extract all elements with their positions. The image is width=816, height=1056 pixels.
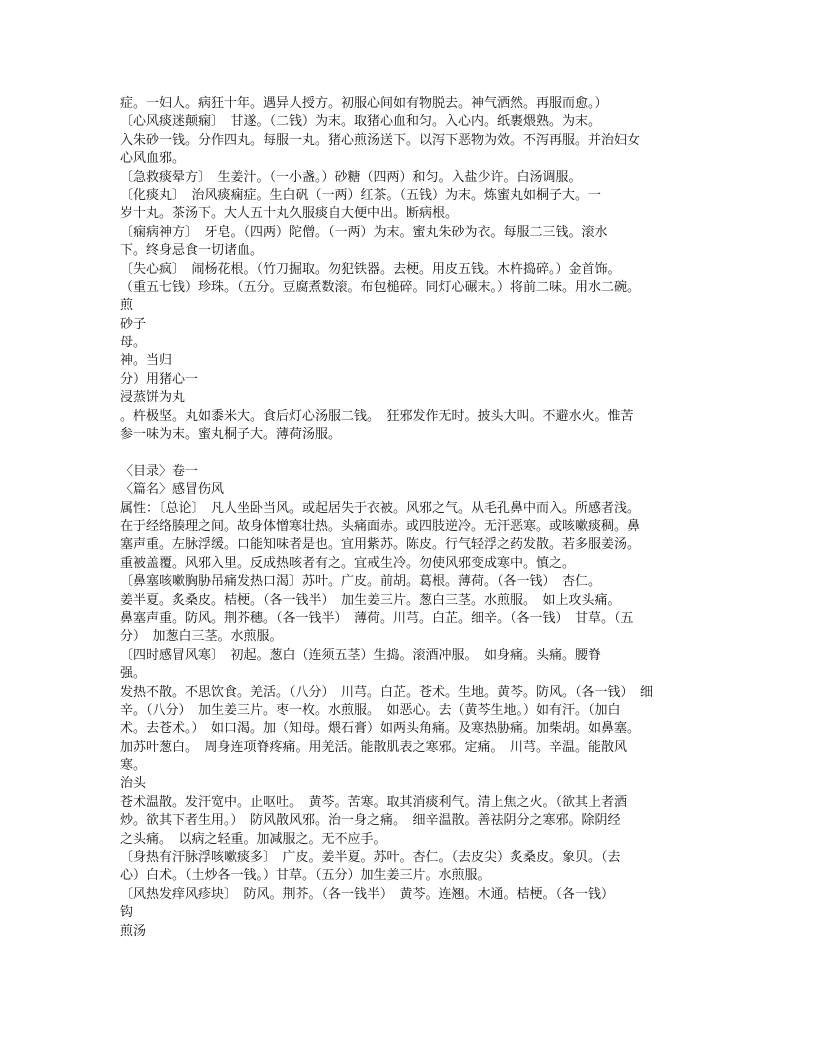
- text-line: 心）白术。（土炒各一钱。）甘草。（五分）加生姜三片。水煎服。: [120, 868, 491, 884]
- section-title: 〈篇名〉感冒伤风: [120, 482, 225, 498]
- text-line: 。杵极坚。丸如黍米大。食后灯心汤服二钱。 狂邪发作无时。披头大叫。不避水火。惟苦: [120, 408, 634, 424]
- text-line: 钩: [120, 905, 134, 921]
- text-line: 〔鼻塞咳嗽胸胁吊痛发热口渴〕苏叶。广皮。前胡。葛根。薄荷。（各一钱） 杏仁。: [120, 574, 602, 590]
- text-line: 之头痛。 以病之轻重。加减服之。无不应手。: [120, 831, 387, 847]
- text-line: 〔痫病神方〕 牙皂。（四两）陀僧。（一两）为末。蜜丸朱砂为衣。每服二三钱。滚水: [120, 224, 608, 240]
- text-line: 发热不散。不思饮食。羌活。（八分） 川芎。白芷。苍术。生地。黄芩。防风。（各一钱） 细: [120, 684, 654, 700]
- text-line: 强。: [120, 666, 147, 682]
- text-line: 术。去苍术。） 如口渴。加（知母。煨石膏）如两头角痛。及寒热胁痛。加柴胡。如鼻塞。: [120, 721, 641, 737]
- text-line: 炒。欲其下者生用。） 防风散风邪。治一身之痛。 细辛温散。善祛阴分之寒邪。除阴经: [120, 813, 621, 829]
- text-line: 塞声重。左脉浮缓。口能知味者是也。宜用紫苏。陈皮。行气轻浮之药发散。若多服姜汤。: [120, 537, 641, 553]
- text-line: 分）用猪心一: [120, 371, 199, 387]
- text-line: 下。终身忌食一切诸血。: [120, 243, 264, 259]
- text-line: 神。当归: [120, 353, 173, 369]
- text-line: 鼻塞声重。防风。荆芥穗。（各一钱半） 薄荷。川芎。白芷。细辛。（各一钱） 甘草。（五: [120, 610, 634, 626]
- text-line: [120, 941, 702, 959]
- text-line: 重被盖覆。风邪入里。反成热咳者有之。宜戒生冷。勿使风邪变成寒中。慎之。: [120, 555, 576, 571]
- text-line: 入朱砂一钱。分作四丸。每服一丸。猪心煎汤送下。以泻下恶物为效。不泻再服。并治妇女: [120, 132, 641, 148]
- text-line: 母。: [120, 335, 147, 351]
- text-line: 煎: [120, 298, 134, 314]
- text-line: 分） 加葱白三茎。水煎服。: [120, 629, 283, 645]
- text-line: 〔化痰丸〕 治风痰痫症。生白矾（一两）红茶。（五钱）为末。炼蜜丸如桐子大。一: [120, 187, 602, 203]
- text-line: 〔风热发痒风疹块〕 防风。荆芥。（各一钱半） 黄芩。连翘。木通。桔梗。（各一钱）: [120, 886, 615, 902]
- text-line: 寒。: [120, 758, 147, 774]
- text-line: 参一味为末。蜜丸桐子大。薄荷汤服。: [120, 427, 342, 443]
- toc-heading: 〈目录〉卷一: [120, 463, 199, 479]
- document-page: [120, 95, 702, 959]
- text-line: 煎汤: [120, 923, 147, 939]
- text-line: 砂子: [120, 316, 147, 332]
- text-line: 〔失心疯〕 闹杨花根。（竹刀掘取。勿犯铁器。去梗。用皮五钱。木杵捣碎。）金首饰。: [120, 261, 621, 277]
- text-line: 〔急救痰晕方〕 生姜汁。（一小盏。）砂糖（四两）和匀。入盐少许。白汤调服。: [120, 169, 582, 185]
- blank-line: [120, 444, 702, 462]
- text-line: 姜半夏。炙桑皮。桔梗。（各一钱半） 加生姜三片。葱白三茎。水煎服。 如上攻头痛。: [120, 592, 621, 608]
- text-line: （重五七钱）珍珠。（五分。豆腐煮数滚。布包槌碎。同灯心碾末。）将前二味。用水二碗。: [120, 279, 641, 295]
- text-line: 苍术温散。发汗宽中。止呕吐。 黄芩。苦寒。取其消痰利气。清上焦之火。（欲其上者酒: [120, 794, 628, 810]
- text-line: 治头: [120, 776, 147, 792]
- text-line: 〔四时感冒风寒〕 初起。葱白（连须五茎）生捣。滚酒冲服。 如身痛。头痛。腰脊: [120, 647, 602, 663]
- text-line: 在于经络腠理之间。故身体憎寒壮热。头痛面赤。或四肢逆冷。无汗恶寒。或咳嗽痰稠。鼻: [120, 518, 641, 534]
- text-line: 加苏叶葱白。 周身连项脊疼痛。用羌活。能散肌表之寒邪。定痛。 川芎。辛温。能散风: [120, 739, 628, 755]
- text-line: 症。一妇人。病狂十年。遇异人授方。初服心间如有物脱去。神气洒然。再服而愈。）: [120, 96, 608, 111]
- text-line: 属性：〔总论〕 凡人坐卧当风。或起居失于衣被。风邪之气。从毛孔鼻中而入。所感者浅。: [120, 500, 641, 516]
- text-line: 心风血邪。: [120, 151, 186, 167]
- text-line: 岁十丸。茶汤下。大人五十丸久服痰自大便中出。断病根。: [120, 206, 459, 222]
- text-line: 辛。（八分） 加生姜三片。枣一枚。水煎服。 如恶心。去（黄芩生地。）如有汗。（加白: [120, 702, 621, 718]
- text-line: 〔身热有汗脉浮咳嗽痰多〕 广皮。姜半夏。苏叶。杏仁。（去皮尖）炙桑皮。象贝。（去: [120, 850, 621, 866]
- text-line: 〔心风痰迷颠痫〕 甘遂。（二钱）为末。取猪心血和匀。入心内。纸裹煨熟。为末。: [120, 114, 602, 130]
- text-line: 浸蒸饼为丸: [120, 390, 186, 406]
